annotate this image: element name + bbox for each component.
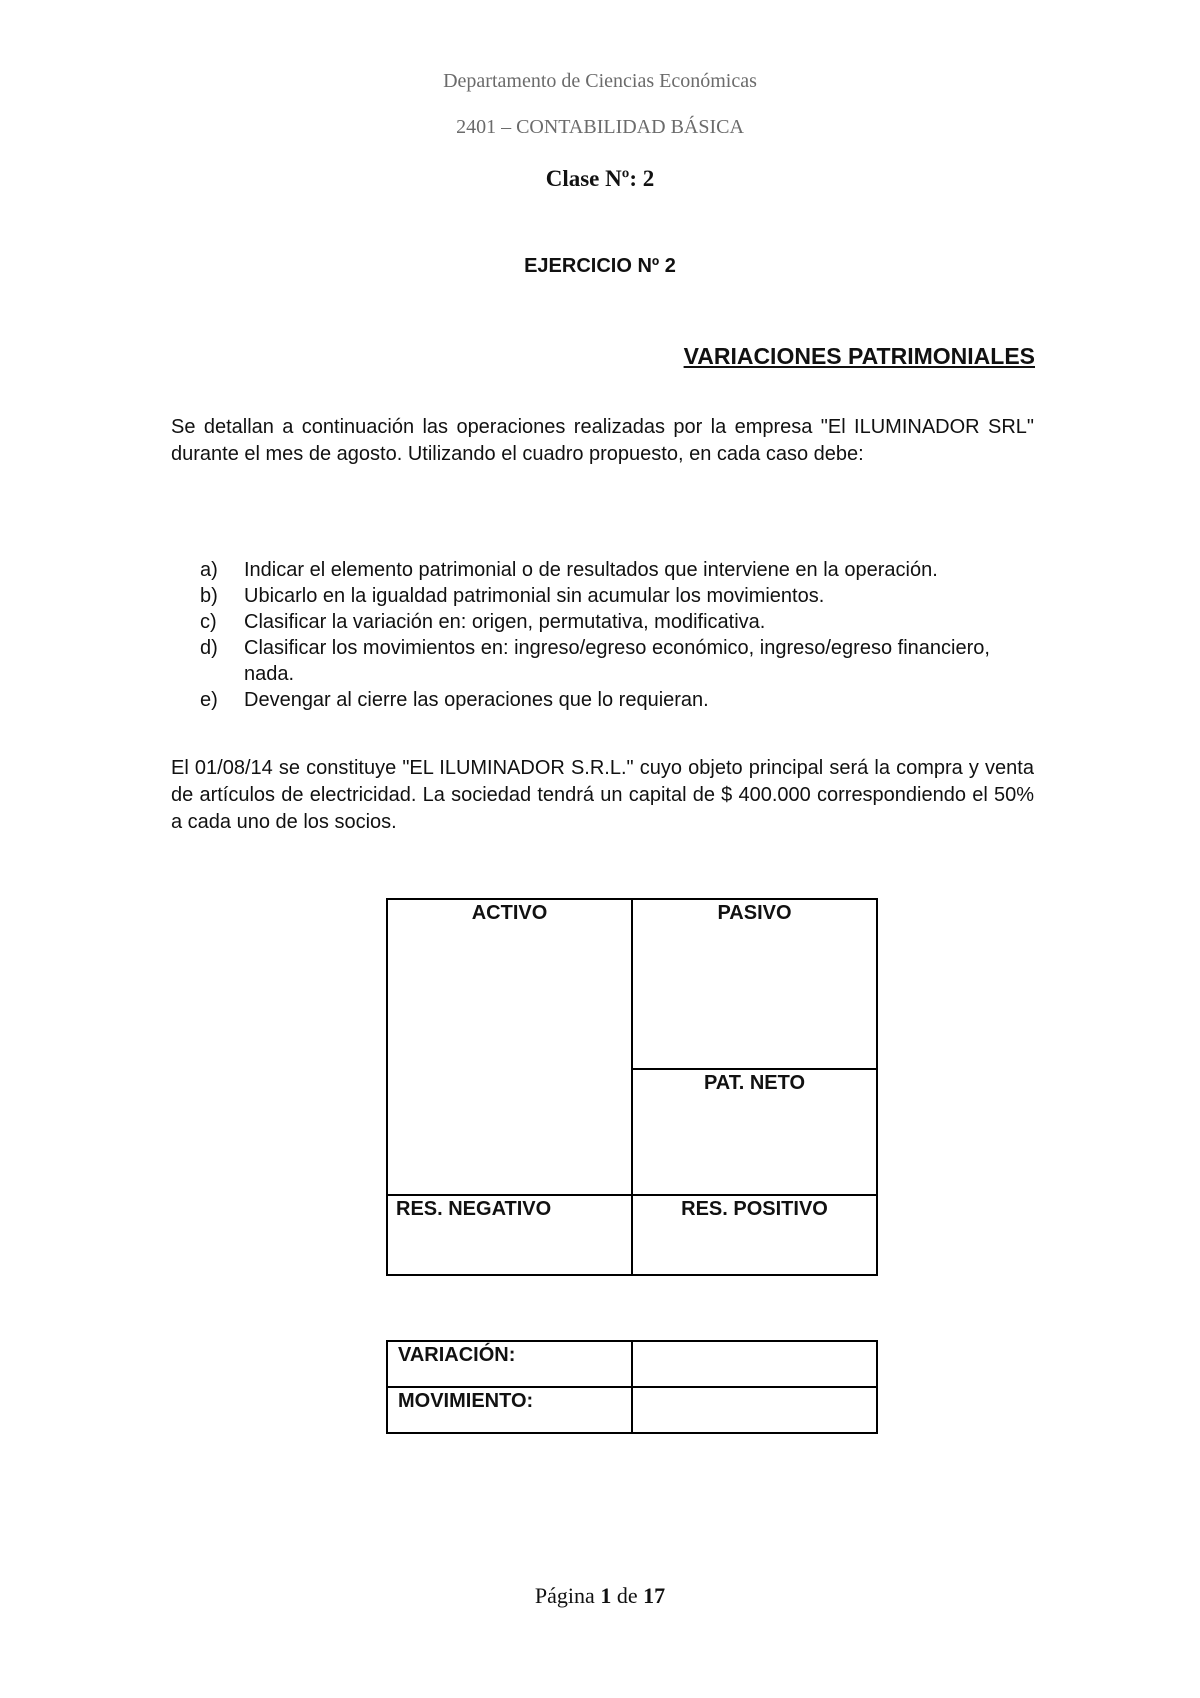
list-item [200, 583, 1030, 609]
list-marker: d) [200, 637, 218, 659]
activo-cell [387, 899, 632, 1195]
current-page: 1 [600, 1583, 612, 1608]
list-item-text: Ubicarlo en la igualdad patrimonial sin acumular los movimientos. [244, 585, 825, 607]
variacion-label-cell [387, 1341, 632, 1387]
of-word: de [616, 1583, 638, 1608]
course-header: 2401 – CONTABILIDAD BÁSICA [456, 116, 744, 138]
list-item [200, 557, 1030, 583]
res-negativo-label: RES. NEGATIVO [396, 1198, 552, 1220]
list-marker: c) [200, 611, 217, 633]
list-item-text: Clasificar la variación en: origen, permutativa, modificativa. [244, 611, 766, 633]
list-item [200, 687, 1030, 713]
list-item-text: Indicar el elemento patrimonial o de resultados que interviene en la operación. [244, 559, 938, 581]
total-pages: 17 [643, 1583, 666, 1608]
page-word: Página [534, 1583, 595, 1608]
list-marker: e) [200, 689, 218, 711]
movimiento-label: MOVIMIENTO: [398, 1390, 534, 1412]
list-item [200, 609, 1030, 635]
classification-table [386, 1340, 878, 1434]
page-footer [0, 1583, 1200, 1609]
movimiento-value-cell[interactable] [632, 1387, 877, 1433]
patrimonial-equation-table [386, 898, 878, 1276]
activo-label: ACTIVO [471, 902, 548, 924]
pasivo-cell [632, 899, 877, 1069]
list-item-text: Devengar al cierre las operaciones que lo requieran. [244, 689, 709, 711]
movimiento-label-cell [387, 1387, 632, 1433]
pat-neto-label: PAT. NETO [703, 1072, 806, 1095]
list-marker: b) [200, 585, 218, 607]
pasivo-label: PASIVO [717, 902, 792, 924]
list-item-text: Clasificar los movimientos en: ingreso/egreso económico, ingreso/egreso financiero, nada. [244, 637, 990, 685]
variacion-label: VARIACIÓN: [398, 1344, 516, 1366]
list-marker: a) [200, 559, 218, 581]
exercise-title: EJERCICIO Nº 2 [524, 255, 676, 277]
list-item [200, 635, 1030, 687]
res-positivo-label: RES. POSITIVO [681, 1198, 828, 1220]
pat-neto-cell [632, 1069, 877, 1195]
class-number: Clase Nº: 2 [545, 166, 655, 191]
department-header: Departamento de Ciencias Económicas [443, 70, 757, 92]
instructions-list [200, 557, 1030, 713]
intro-paragraph: Se detallan a continuación las operaciones realizadas por la empresa "El ILUMINADOR SRL" durante el mes de agosto. Utilizando el cuadro propuesto, en cada caso debe: [171, 416, 1034, 465]
section-title: VARIACIONES PATRIMONIALES [683, 343, 1035, 369]
res-positivo-cell [632, 1195, 877, 1275]
closing-paragraph: El 01/08/14 se constituye "EL ILUMINADOR S.R.L." cuyo objeto principal será la compra y venta de artículos de electricidad. La sociedad tendrá un capital de $ 400.000 correspondiendo el 50% a cada uno de los socios. [171, 757, 1034, 833]
variacion-value-cell[interactable] [632, 1341, 877, 1387]
res-negativo-cell [387, 1195, 632, 1275]
